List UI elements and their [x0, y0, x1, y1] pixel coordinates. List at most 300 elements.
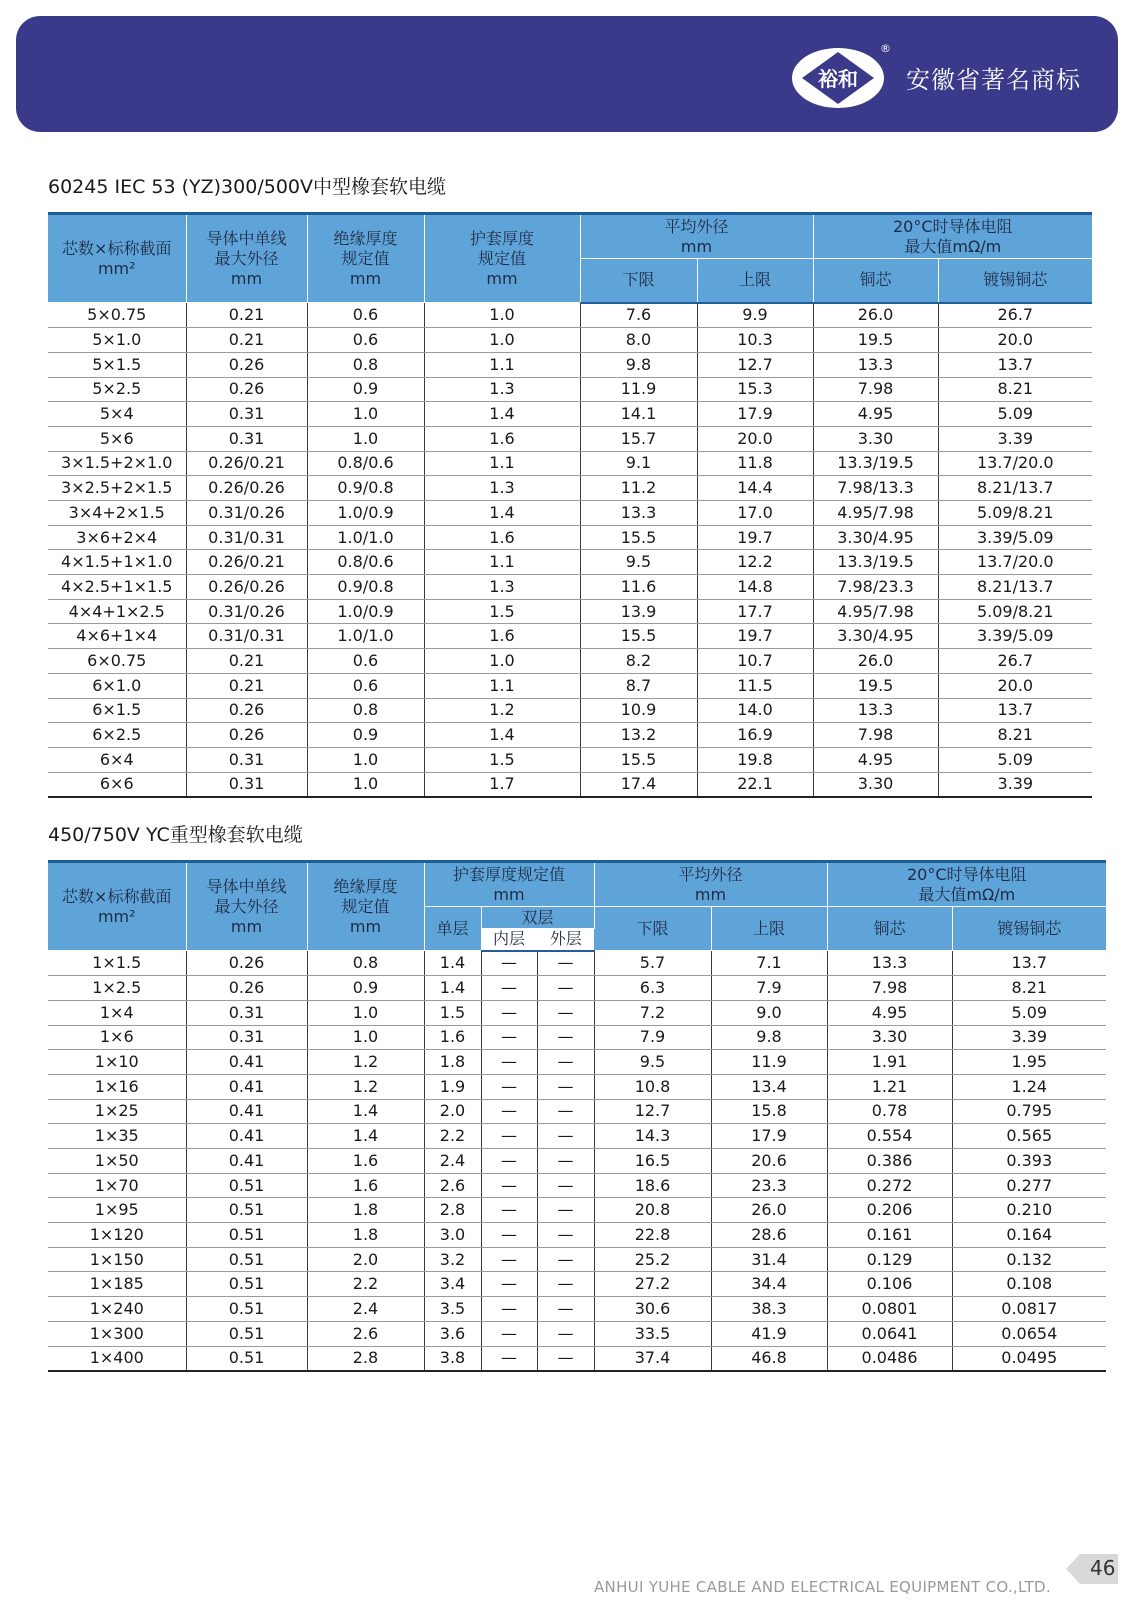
table-cell: 1×300: [48, 1321, 186, 1346]
table-cell: 4.95: [827, 1000, 952, 1025]
table-cell: 0.0801: [827, 1297, 952, 1322]
table-cell: 1.4: [424, 402, 580, 427]
brand-logo: [790, 46, 886, 110]
table-cell: 1.1: [424, 673, 580, 698]
table-row: [48, 352, 1092, 377]
table-cell: 1.8: [307, 1223, 424, 1248]
t1-header-od-low: 下限: [580, 259, 697, 303]
table-row: [48, 525, 1092, 550]
table-cell: 0.0495: [952, 1346, 1106, 1371]
table-cell: 9.5: [580, 550, 697, 575]
table-row: [48, 1000, 1106, 1025]
table-cell: —: [481, 1272, 537, 1297]
table-cell: 0.51: [186, 1173, 307, 1198]
table-cell: 0.26: [186, 377, 307, 402]
table-cell: 0.161: [827, 1223, 952, 1248]
table-cell: 1×50: [48, 1149, 186, 1174]
table-cell: 1.3: [424, 575, 580, 600]
table-row: [48, 1099, 1106, 1124]
table-row: [48, 1272, 1106, 1297]
table-cell: 0.51: [186, 1247, 307, 1272]
table-cell: 8.7: [580, 673, 697, 698]
table-cell: 1.6: [307, 1173, 424, 1198]
table-cell: 5×1.5: [48, 352, 186, 377]
table-cell: 5.09: [938, 402, 1092, 427]
table-cell: 1.7: [424, 772, 580, 797]
table-cell: 0.9: [307, 723, 424, 748]
table-cell: 6×2.5: [48, 723, 186, 748]
table-cell: 13.7/20.0: [938, 550, 1092, 575]
table-cell: 1.6: [307, 1149, 424, 1174]
table-row: [48, 698, 1092, 723]
table-cell: 7.1: [711, 951, 827, 976]
t2-header-od-low: 下限: [594, 907, 711, 951]
table-cell: —: [481, 1099, 537, 1124]
table-cell: 3.4: [424, 1272, 481, 1297]
table-cell: 3.30: [827, 1025, 952, 1050]
table-cell: 3.2: [424, 1247, 481, 1272]
table-cell: 34.4: [711, 1272, 827, 1297]
table-cell: 5.09/8.21: [938, 599, 1092, 624]
table-cell: 1.8: [307, 1198, 424, 1223]
t1-header-od-high: 上限: [697, 259, 813, 303]
table-cell: 0.31: [186, 426, 307, 451]
t2-header-inner-layer: 内层: [481, 929, 537, 951]
table-row: [48, 1124, 1106, 1149]
table-cell: 1.4: [424, 976, 481, 1001]
t2-header-od-high: 上限: [711, 907, 827, 951]
table-cell: 8.21: [938, 377, 1092, 402]
table-cell: 10.3: [697, 328, 813, 353]
table-cell: 8.0: [580, 328, 697, 353]
table-cell: 5.7: [594, 951, 711, 976]
table-cell: —: [481, 1346, 537, 1371]
table-cell: —: [537, 1198, 594, 1223]
table-cell: 2.6: [424, 1173, 481, 1198]
table-cell: 0.132: [952, 1247, 1106, 1272]
table-cell: —: [481, 1297, 537, 1322]
table-cell: 2.6: [307, 1321, 424, 1346]
table-cell: 20.6: [711, 1149, 827, 1174]
table-cell: 8.21/13.7: [938, 575, 1092, 600]
table-cell: 13.3/19.5: [813, 550, 938, 575]
table-row: [48, 303, 1092, 328]
table-cell: 5×6: [48, 426, 186, 451]
t1-header-sheath: 护套厚度 规定值 mm: [424, 214, 580, 303]
table-cell: 8.21/13.7: [938, 476, 1092, 501]
table-cell: 0.9: [307, 976, 424, 1001]
table-row: [48, 951, 1106, 976]
table-cell: 13.3: [580, 501, 697, 526]
table-cell: 14.1: [580, 402, 697, 427]
table-cell: 26.0: [813, 649, 938, 674]
table-cell: 1.4: [307, 1099, 424, 1124]
table-cell: 10.8: [594, 1074, 711, 1099]
table-cell: 11.9: [711, 1050, 827, 1075]
table-cell: 0.78: [827, 1099, 952, 1124]
table-cell: 7.98: [813, 377, 938, 402]
table-cell: 0.31/0.26: [186, 501, 307, 526]
logo-text: 裕和: [818, 67, 858, 91]
table-cell: 0.0486: [827, 1346, 952, 1371]
table-cell: 0.51: [186, 1346, 307, 1371]
table-cell: 1.4: [424, 723, 580, 748]
table-cell: 1.5: [424, 1000, 481, 1025]
table-cell: 2.0: [307, 1247, 424, 1272]
table-cell: —: [537, 1247, 594, 1272]
table-cell: 12.7: [594, 1099, 711, 1124]
table-cell: 38.3: [711, 1297, 827, 1322]
table-cell: 20.0: [938, 673, 1092, 698]
table-cell: 0.26: [186, 698, 307, 723]
table-cell: —: [537, 1074, 594, 1099]
brand-slogan: 安徽省著名商标: [906, 66, 1081, 94]
footer-company: ANHUI YUHE CABLE AND ELECTRICAL EQUIPMENT CO.,LTD.: [594, 1578, 1051, 1596]
table-cell: 0.0641: [827, 1321, 952, 1346]
table-cell: —: [481, 1074, 537, 1099]
table-cell: 13.9: [580, 599, 697, 624]
table-cell: 1×35: [48, 1124, 186, 1149]
table-cell: 0.31: [186, 747, 307, 772]
table-cell: 3×4+2×1.5: [48, 501, 186, 526]
table-cell: 9.8: [580, 352, 697, 377]
table-cell: 4.95/7.98: [813, 599, 938, 624]
table-cell: 8.21: [952, 976, 1106, 1001]
table-cell: 22.1: [697, 772, 813, 797]
table-cell: 1.1: [424, 451, 580, 476]
table-cell: 3.8: [424, 1346, 481, 1371]
table-cell: 5×0.75: [48, 303, 186, 328]
table-cell: 0.41: [186, 1149, 307, 1174]
table-cell: 3×2.5+2×1.5: [48, 476, 186, 501]
table-cell: 3.0: [424, 1223, 481, 1248]
table-cell: —: [537, 976, 594, 1001]
table-cell: 7.98/13.3: [813, 476, 938, 501]
table-cell: 3.30: [813, 426, 938, 451]
table-cell: 10.7: [697, 649, 813, 674]
table-cell: 2.0: [424, 1099, 481, 1124]
table-cell: 14.4: [697, 476, 813, 501]
table-cell: 16.9: [697, 723, 813, 748]
table-cell: 11.5: [697, 673, 813, 698]
table-cell: 0.21: [186, 328, 307, 353]
table-cell: 13.3: [827, 951, 952, 976]
table-cell: 0.26/0.26: [186, 575, 307, 600]
table-cell: 11.6: [580, 575, 697, 600]
table-cell: 1×120: [48, 1223, 186, 1248]
table-cell: 11.8: [697, 451, 813, 476]
table-cell: 26.7: [938, 649, 1092, 674]
table-cell: 1×150: [48, 1247, 186, 1272]
table-cell: 3.39: [938, 772, 1092, 797]
table-row: [48, 451, 1092, 476]
t1-header-spec: 芯数×标称截面 mm²: [48, 214, 186, 303]
table-cell: 4.95: [813, 402, 938, 427]
registered-mark: ®: [880, 42, 891, 55]
table-cell: 0.0654: [952, 1321, 1106, 1346]
table-cell: 26.0: [813, 303, 938, 328]
table1: [48, 212, 1092, 798]
table-cell: —: [481, 1247, 537, 1272]
table-cell: —: [481, 1198, 537, 1223]
table-cell: 1.6: [424, 1025, 481, 1050]
table-cell: 6×6: [48, 772, 186, 797]
table-cell: 0.41: [186, 1074, 307, 1099]
table-cell: 5.09/8.21: [938, 501, 1092, 526]
table-cell: 0.210: [952, 1198, 1106, 1223]
table-cell: 1.0: [424, 303, 580, 328]
table-cell: 0.8: [307, 951, 424, 976]
table-cell: 0.31/0.26: [186, 599, 307, 624]
table-cell: 9.8: [711, 1025, 827, 1050]
table-cell: 1×95: [48, 1198, 186, 1223]
table-cell: 6×0.75: [48, 649, 186, 674]
table-cell: 17.0: [697, 501, 813, 526]
table-cell: 7.9: [711, 976, 827, 1001]
t2-header-outer-layer: 外层: [537, 929, 594, 951]
table-cell: 1×10: [48, 1050, 186, 1075]
table-cell: 15.8: [711, 1099, 827, 1124]
table-cell: —: [537, 1025, 594, 1050]
table-cell: 0.51: [186, 1223, 307, 1248]
table-cell: 0.26: [186, 951, 307, 976]
table-row: [48, 377, 1092, 402]
table-cell: 15.7: [580, 426, 697, 451]
table-cell: 1.91: [827, 1050, 952, 1075]
table-cell: 1.2: [307, 1074, 424, 1099]
table-cell: 41.9: [711, 1321, 827, 1346]
table-cell: 1.3: [424, 476, 580, 501]
table-cell: 9.5: [594, 1050, 711, 1075]
table-row: [48, 599, 1092, 624]
table-cell: 0.9: [307, 377, 424, 402]
table-cell: 1.0: [307, 402, 424, 427]
table-cell: —: [537, 1099, 594, 1124]
table-cell: 3.6: [424, 1321, 481, 1346]
table-cell: 0.31/0.31: [186, 525, 307, 550]
table-row: [48, 649, 1092, 674]
table-cell: 15.5: [580, 525, 697, 550]
table-cell: —: [537, 1297, 594, 1322]
table-cell: —: [537, 951, 594, 976]
table-cell: 3×6+2×4: [48, 525, 186, 550]
table-cell: 1.3: [424, 377, 580, 402]
table-cell: 7.98: [813, 723, 938, 748]
table-row: [48, 402, 1092, 427]
table-cell: 17.9: [697, 402, 813, 427]
table-cell: 1×16: [48, 1074, 186, 1099]
table-cell: —: [481, 976, 537, 1001]
table-row: [48, 426, 1092, 451]
table-cell: —: [481, 1321, 537, 1346]
table-cell: 25.2: [594, 1247, 711, 1272]
table-cell: 31.4: [711, 1247, 827, 1272]
table-cell: 0.41: [186, 1099, 307, 1124]
table-cell: 7.2: [594, 1000, 711, 1025]
table-cell: 1.9: [424, 1074, 481, 1099]
table-cell: 1.0: [307, 747, 424, 772]
table-cell: 1×25: [48, 1099, 186, 1124]
table-cell: 5×1.0: [48, 328, 186, 353]
t1-header-wire-diameter: 导体中单线 最大外径 mm: [186, 214, 307, 303]
table-cell: 6×1.0: [48, 673, 186, 698]
table-row: [48, 723, 1092, 748]
table-cell: 6×4: [48, 747, 186, 772]
table-cell: 0.272: [827, 1173, 952, 1198]
table-cell: 19.7: [697, 525, 813, 550]
table-cell: 4.95/7.98: [813, 501, 938, 526]
table-cell: 14.8: [697, 575, 813, 600]
table-cell: 0.8: [307, 698, 424, 723]
table2-title: 450/750V YC重型橡套软电缆: [48, 824, 303, 846]
table-cell: 5.09: [952, 1000, 1106, 1025]
table-cell: 0.31: [186, 402, 307, 427]
table-cell: —: [481, 1025, 537, 1050]
table-cell: 15.5: [580, 747, 697, 772]
table-cell: 9.9: [697, 303, 813, 328]
table-cell: 3.39: [952, 1025, 1106, 1050]
table-row: [48, 1223, 1106, 1248]
table-cell: 6×1.5: [48, 698, 186, 723]
table-cell: 1.5: [424, 747, 580, 772]
table-cell: 1.0: [307, 426, 424, 451]
table-cell: —: [537, 1346, 594, 1371]
table-cell: 0.164: [952, 1223, 1106, 1248]
table-cell: 0.8/0.6: [307, 550, 424, 575]
table-cell: 23.3: [711, 1173, 827, 1198]
table-row: [48, 747, 1092, 772]
table-cell: 19.5: [813, 328, 938, 353]
table-cell: 0.21: [186, 673, 307, 698]
table-cell: 7.98/23.3: [813, 575, 938, 600]
table-row: [48, 501, 1092, 526]
table1-body: [48, 303, 1092, 798]
table-cell: 0.26/0.26: [186, 476, 307, 501]
table-cell: 1×4: [48, 1000, 186, 1025]
table-cell: 46.8: [711, 1346, 827, 1371]
table-cell: 0.386: [827, 1149, 952, 1174]
table-cell: 0.106: [827, 1272, 952, 1297]
table-cell: 28.6: [711, 1223, 827, 1248]
table-cell: 5.09: [938, 747, 1092, 772]
table-cell: 0.8: [307, 352, 424, 377]
t2-header-resistance: 20°C时导体电阻 最大值mΩ/m: [827, 862, 1106, 907]
table-cell: —: [481, 951, 537, 976]
table-row: [48, 575, 1092, 600]
table-cell: 33.5: [594, 1321, 711, 1346]
t2-header-wire-diameter: 导体中单线 最大外径 mm: [186, 862, 307, 951]
t2-header-insulation: 绝缘厚度 规定值 mm: [307, 862, 424, 951]
table-cell: 1.1: [424, 550, 580, 575]
table-cell: 19.8: [697, 747, 813, 772]
table-cell: 37.4: [594, 1346, 711, 1371]
table-cell: 19.7: [697, 624, 813, 649]
table-cell: 4×1.5+1×1.0: [48, 550, 186, 575]
table-row: [48, 1321, 1106, 1346]
table-cell: 13.3/19.5: [813, 451, 938, 476]
table-cell: 6.3: [594, 976, 711, 1001]
table-cell: 0.26: [186, 723, 307, 748]
table-cell: 1.0: [424, 328, 580, 353]
table-cell: 0.565: [952, 1124, 1106, 1149]
table-cell: 13.7/20.0: [938, 451, 1092, 476]
table-cell: 15.3: [697, 377, 813, 402]
table-cell: 1.0: [307, 1025, 424, 1050]
table-cell: 0.26/0.21: [186, 451, 307, 476]
table-cell: 5×4: [48, 402, 186, 427]
table-cell: 0.554: [827, 1124, 952, 1149]
table-cell: 0.31: [186, 1000, 307, 1025]
table-cell: —: [537, 1173, 594, 1198]
table-cell: 0.206: [827, 1198, 952, 1223]
table-cell: 1.4: [307, 1124, 424, 1149]
table-cell: 14.0: [697, 698, 813, 723]
table-cell: 0.277: [952, 1173, 1106, 1198]
table-cell: 2.4: [424, 1149, 481, 1174]
table-cell: 13.2: [580, 723, 697, 748]
table-cell: 13.7: [952, 951, 1106, 976]
table-cell: 14.3: [594, 1124, 711, 1149]
table-row: [48, 476, 1092, 501]
table-cell: 7.9: [594, 1025, 711, 1050]
table-row: [48, 550, 1092, 575]
table-cell: 20.8: [594, 1198, 711, 1223]
table-cell: 0.0817: [952, 1297, 1106, 1322]
table-cell: 30.6: [594, 1297, 711, 1322]
table-cell: 13.3: [813, 352, 938, 377]
table-cell: 0.393: [952, 1149, 1106, 1174]
table-cell: 0.6: [307, 673, 424, 698]
table-row: [48, 1149, 1106, 1174]
table-cell: 12.2: [697, 550, 813, 575]
table-cell: 5×2.5: [48, 377, 186, 402]
table-cell: —: [537, 1321, 594, 1346]
table-cell: 4.95: [813, 747, 938, 772]
table-cell: 1.24: [952, 1074, 1106, 1099]
table-cell: 26.0: [711, 1198, 827, 1223]
table-cell: 1.0: [424, 649, 580, 674]
table-cell: 1×2.5: [48, 976, 186, 1001]
table-cell: 2.2: [307, 1272, 424, 1297]
table-cell: 0.26: [186, 976, 307, 1001]
table-cell: 3.39: [938, 426, 1092, 451]
t2-header-outer-diameter: 平均外径 mm: [594, 862, 827, 907]
table-cell: 1×185: [48, 1272, 186, 1297]
table-row: [48, 1025, 1106, 1050]
table-cell: 13.7: [938, 352, 1092, 377]
table-cell: 0.26/0.21: [186, 550, 307, 575]
table-cell: 1.0/0.9: [307, 599, 424, 624]
table-cell: 1.0: [307, 772, 424, 797]
table-cell: —: [537, 1124, 594, 1149]
table-cell: 0.795: [952, 1099, 1106, 1124]
table-row: [48, 624, 1092, 649]
table-cell: 4×4+1×2.5: [48, 599, 186, 624]
table-cell: 13.4: [711, 1074, 827, 1099]
table-cell: 11.9: [580, 377, 697, 402]
table-cell: 3.30: [813, 772, 938, 797]
table-cell: 0.6: [307, 303, 424, 328]
table-cell: 12.7: [697, 352, 813, 377]
table-cell: 13.3: [813, 698, 938, 723]
t2-header-res-tin: 镀锡铜芯: [952, 907, 1106, 951]
table-cell: 1×400: [48, 1346, 186, 1371]
table-cell: 0.8/0.6: [307, 451, 424, 476]
table-row: [48, 673, 1092, 698]
table-cell: —: [537, 1223, 594, 1248]
table-cell: 27.2: [594, 1272, 711, 1297]
table-cell: —: [537, 1272, 594, 1297]
